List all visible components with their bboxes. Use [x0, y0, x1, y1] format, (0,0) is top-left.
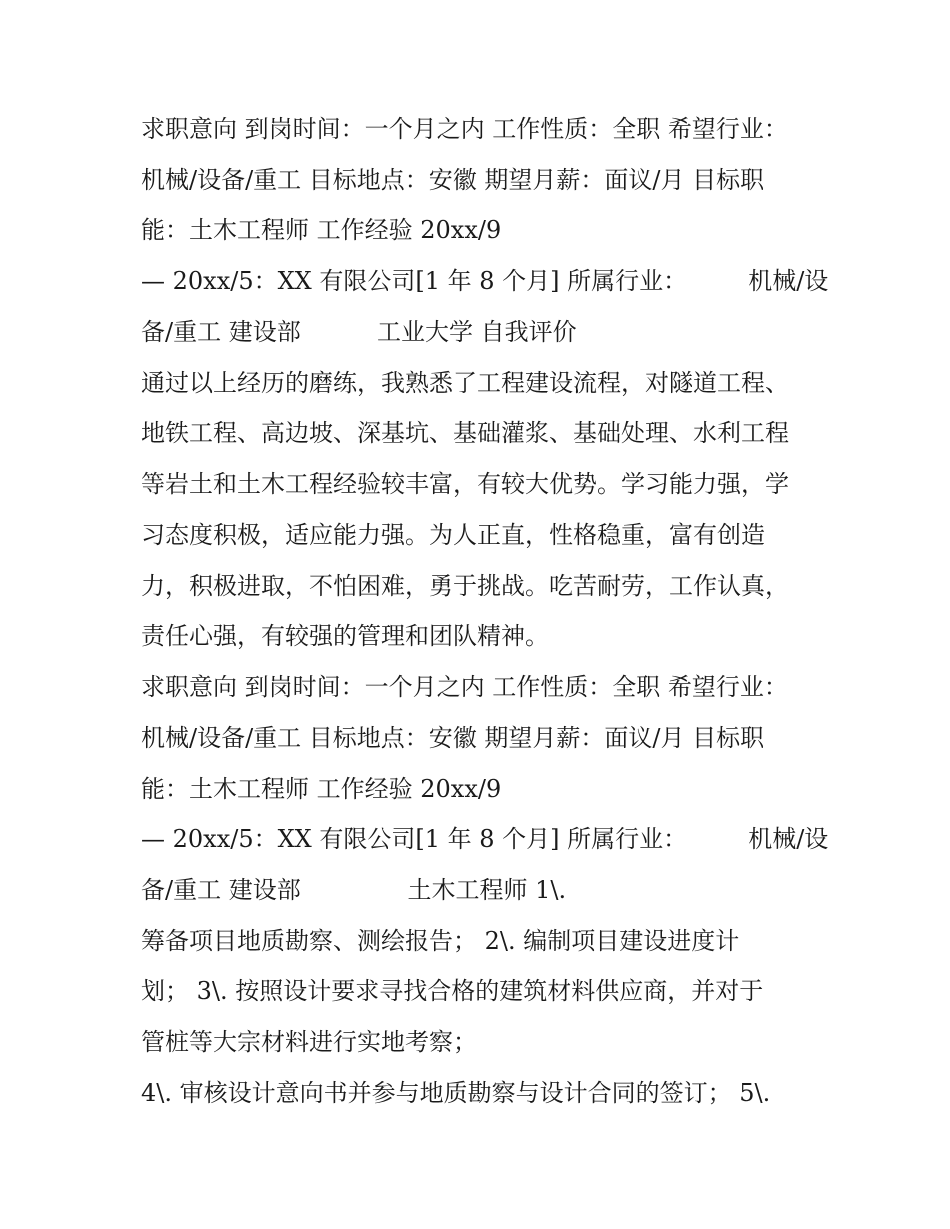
text-line: 机械/设备/重工 目标地点：安徽 期望月薪：面议/月 目标职: [141, 166, 765, 194]
text-line: 划； 3\. 按照设计要求寻找合格的建筑材料供应商，并对于: [141, 977, 764, 1005]
text-line: 能：土木工程师 工作经验 20xx/9: [141, 216, 502, 244]
text-line: 地铁工程、高边坡、深基坑、基础灌浆、基础处理、水利工程: [141, 419, 789, 447]
text-line: 备/重工 建设部 工业大学 自我评价: [141, 318, 577, 346]
text-line: 责任心强，有较强的管理和团队精神。: [141, 622, 549, 650]
text-line: 备/重工 建设部 土木工程师 1\.: [141, 876, 567, 904]
text-line: 习态度积极，适应能力强。为人正直，性格稳重，富有创造: [141, 521, 765, 549]
text-line: 等岩土和土木工程经验较丰富，有较大优势。学习能力强，学: [141, 470, 789, 498]
text-line: 机械/设备/重工 目标地点：安徽 期望月薪：面议/月 目标职: [141, 724, 765, 752]
text-line: — 20xx/5：XX 有限公司[1 年 8 个月] 所属行业： 机械/设: [141, 267, 829, 295]
text-line: 管桩等大宗材料进行实地考察；: [141, 1028, 477, 1056]
text-line: 求职意向 到岗时间：一个月之内 工作性质：全职 希望行业：: [141, 115, 788, 143]
text-line: 能：土木工程师 工作经验 20xx/9: [141, 775, 502, 803]
text-line: 力，积极进取，不怕困难，勇于挑战。吃苦耐劳，工作认真，: [141, 572, 789, 600]
text-line: 通过以上经历的磨练，我熟悉了工程建设流程，对隧道工程、: [141, 369, 789, 397]
text-line: 4\. 审核设计意向书并参与地质勘察与设计合同的签订； 5\.: [141, 1079, 771, 1107]
text-line: 筹备项目地质勘察、测绘报告； 2\. 编制项目建设进度计: [141, 927, 740, 955]
text-line: — 20xx/5：XX 有限公司[1 年 8 个月] 所属行业： 机械/设: [141, 825, 829, 853]
text-line: 求职意向 到岗时间：一个月之内 工作性质：全职 希望行业：: [141, 673, 788, 701]
